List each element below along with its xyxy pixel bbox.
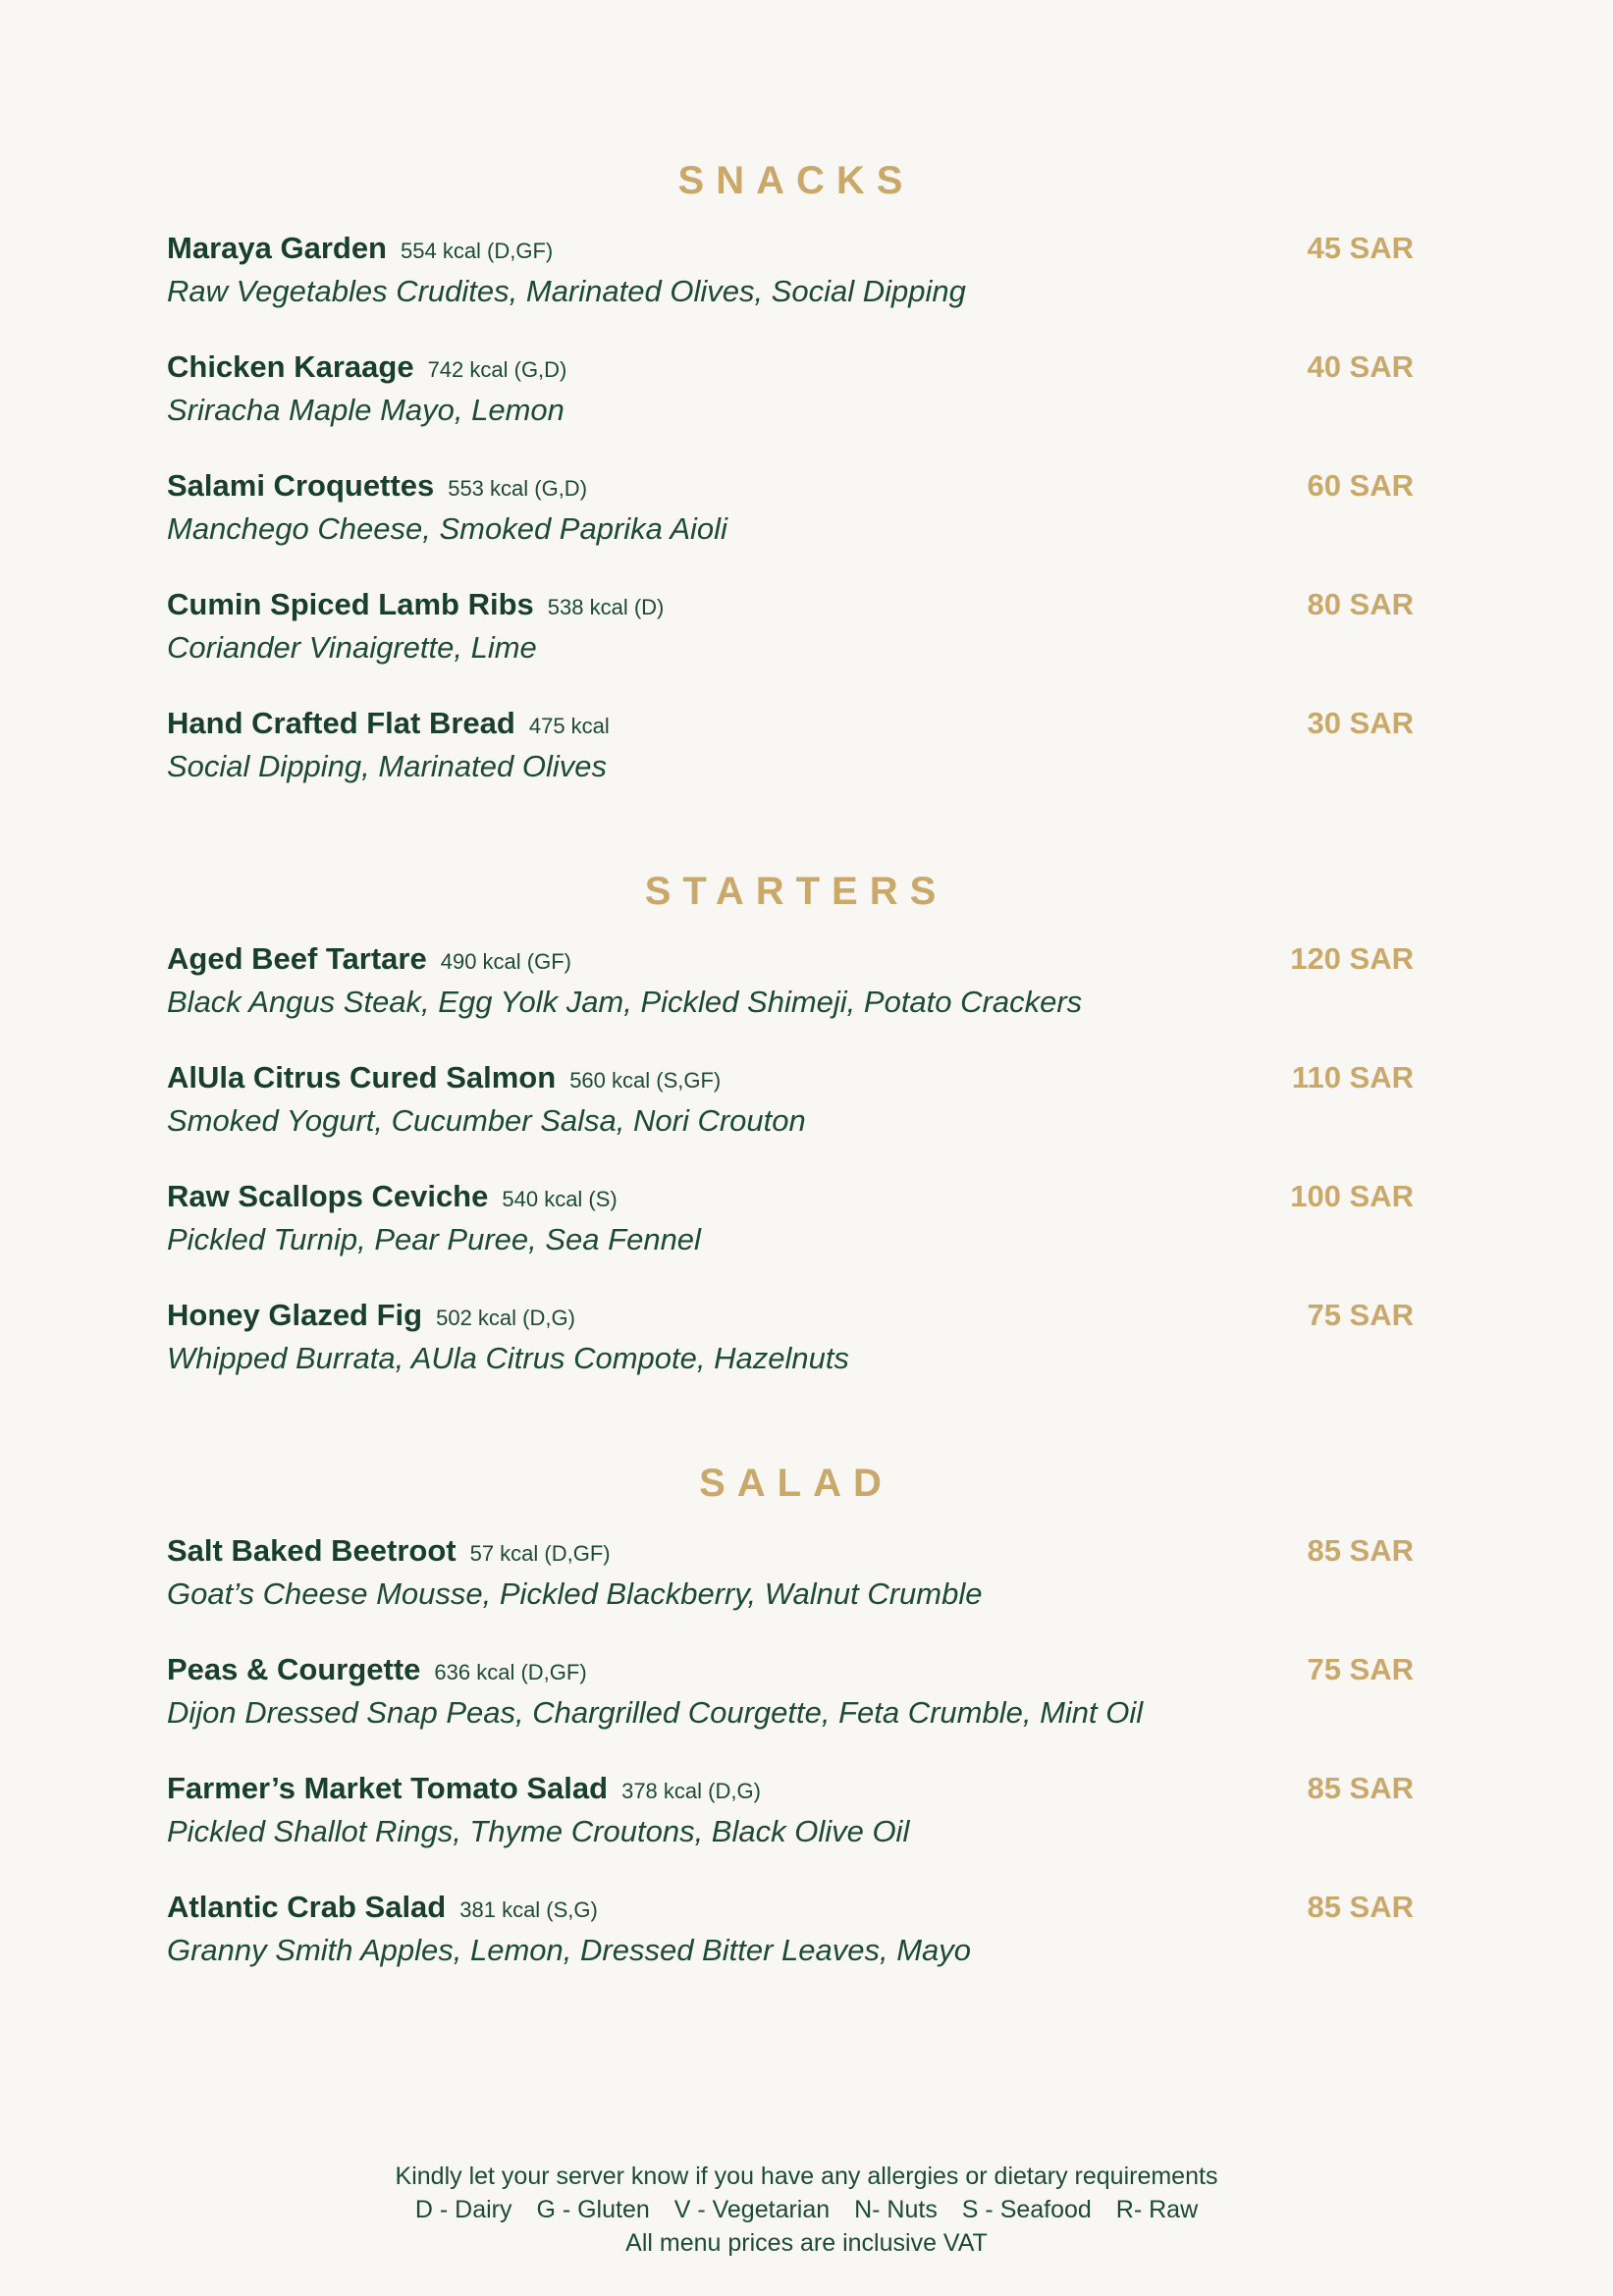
menu-item xyxy=(167,1533,1414,1652)
item-name: Farmer’s Market Tomato Salad xyxy=(167,1771,609,1805)
section-starters xyxy=(167,870,1414,1416)
vat-notice: All menu prices are inclusive VAT xyxy=(625,2229,988,2257)
item-name: Maraya Garden xyxy=(167,231,387,265)
item-name: Hand Crafted Flat Bread xyxy=(167,706,515,740)
item-calories: 502 kcal (D,G) xyxy=(436,1306,575,1330)
legend-item-seafood: S - Seafood xyxy=(961,2196,1092,2223)
menu-footer xyxy=(0,2160,1613,2260)
item-price: 85 SAR xyxy=(1307,1533,1414,1568)
item-description: Dijon Dressed Snap Peas, Chargrilled Courgette, Feta Crumble, Mint Oil xyxy=(167,1695,1144,1730)
item-price: 60 SAR xyxy=(1307,468,1414,503)
item-calories: 554 kcal (D,GF) xyxy=(401,239,554,263)
legend-item-nuts: N- Nuts xyxy=(854,2196,938,2223)
item-price: 110 SAR xyxy=(1291,1060,1414,1095)
legend-item-raw: R- Raw xyxy=(1115,2196,1199,2223)
section-title: SALAD xyxy=(699,1462,893,1505)
item-calories: 490 kcal (GF) xyxy=(440,949,571,974)
menu-item xyxy=(167,1060,1414,1179)
item-calories: 540 kcal (S) xyxy=(502,1187,618,1211)
item-calories: 57 kcal (D,GF) xyxy=(469,1541,611,1566)
item-name: Atlantic Crab Salad xyxy=(167,1890,447,1924)
item-price: 85 SAR xyxy=(1307,1771,1414,1805)
item-description: Coriander Vinaigrette, Lime xyxy=(167,630,537,665)
item-description: Pickled Shallot Rings, Thyme Croutons, Black Olive Oil xyxy=(167,1814,910,1848)
item-description: Whipped Burrata, AUla Citrus Compote, Hazelnuts xyxy=(167,1341,849,1375)
item-description: Manchego Cheese, Smoked Paprika Aioli xyxy=(167,511,727,546)
menu-item xyxy=(167,231,1414,349)
section-title: SNACKS xyxy=(677,159,915,202)
dietary-legend xyxy=(0,2193,1613,2226)
item-calories: 560 kcal (S,GF) xyxy=(569,1068,722,1093)
section-snacks xyxy=(167,159,1414,825)
menu-item xyxy=(167,468,1414,587)
item-description: Black Angus Steak, Egg Yolk Jam, Pickled Shimeji, Potato Crackers xyxy=(167,985,1083,1019)
section-title: STARTERS xyxy=(644,870,948,913)
allergy-notice: Kindly let your server know if you have any allergies or dietary requirements xyxy=(395,2163,1218,2190)
item-price: 80 SAR xyxy=(1307,587,1414,621)
item-price: 30 SAR xyxy=(1307,706,1414,740)
item-description: Goat’s Cheese Mousse, Pickled Blackberry, Walnut Crumble xyxy=(167,1576,983,1611)
item-description: Pickled Turnip, Pear Puree, Sea Fennel xyxy=(167,1222,701,1256)
item-price: 120 SAR xyxy=(1290,941,1414,976)
menu-item xyxy=(167,1298,1414,1416)
item-name: Chicken Karaage xyxy=(167,349,414,384)
legend-item-gluten: G - Gluten xyxy=(536,2196,650,2223)
item-calories: 381 kcal (S,G) xyxy=(459,1897,598,1922)
item-calories: 636 kcal (D,GF) xyxy=(434,1660,587,1684)
item-calories: 553 kcal (G,D) xyxy=(448,476,588,501)
item-name: Salt Baked Beetroot xyxy=(167,1533,457,1568)
menu-item xyxy=(167,706,1414,825)
legend-item-vegetarian: V - Vegetarian xyxy=(673,2196,831,2223)
menu-item xyxy=(167,1890,1414,2008)
menu-item xyxy=(167,1771,1414,1890)
menu-item xyxy=(167,1179,1414,1298)
menu-item xyxy=(167,349,1414,468)
item-name: Honey Glazed Fig xyxy=(167,1298,423,1332)
item-description: Raw Vegetables Crudites, Marinated Olives, Social Dipping xyxy=(167,274,966,308)
item-description: Smoked Yogurt, Cucumber Salsa, Nori Crouton xyxy=(167,1103,806,1138)
item-price: 100 SAR xyxy=(1290,1179,1414,1213)
item-description: Sriracha Maple Mayo, Lemon xyxy=(167,393,565,427)
item-description: Granny Smith Apples, Lemon, Dressed Bitter Leaves, Mayo xyxy=(167,1933,972,1967)
item-calories: 378 kcal (D,G) xyxy=(621,1779,761,1803)
item-price: 85 SAR xyxy=(1307,1890,1414,1924)
item-name: Cumin Spiced Lamb Ribs xyxy=(167,587,534,621)
section-salad xyxy=(167,1462,1414,2008)
item-calories: 475 kcal xyxy=(528,714,610,738)
item-name: Salami Croquettes xyxy=(167,468,435,503)
item-calories: 538 kcal (D) xyxy=(547,595,665,619)
menu-item xyxy=(167,1652,1414,1771)
item-calories: 742 kcal (G,D) xyxy=(427,357,567,382)
menu-item xyxy=(167,587,1414,706)
item-name: Aged Beef Tartare xyxy=(167,941,427,976)
item-name: Peas & Courgette xyxy=(167,1652,421,1686)
item-name: Raw Scallops Ceviche xyxy=(167,1179,489,1213)
item-price: 75 SAR xyxy=(1307,1652,1414,1686)
legend-item-dairy: D - Dairy xyxy=(414,2196,512,2223)
item-price: 75 SAR xyxy=(1307,1298,1414,1332)
item-name: AlUla Citrus Cured Salmon xyxy=(167,1060,557,1095)
item-price: 45 SAR xyxy=(1307,231,1414,265)
item-description: Social Dipping, Marinated Olives xyxy=(167,749,607,783)
item-price: 40 SAR xyxy=(1307,349,1414,384)
menu-item xyxy=(167,941,1414,1060)
